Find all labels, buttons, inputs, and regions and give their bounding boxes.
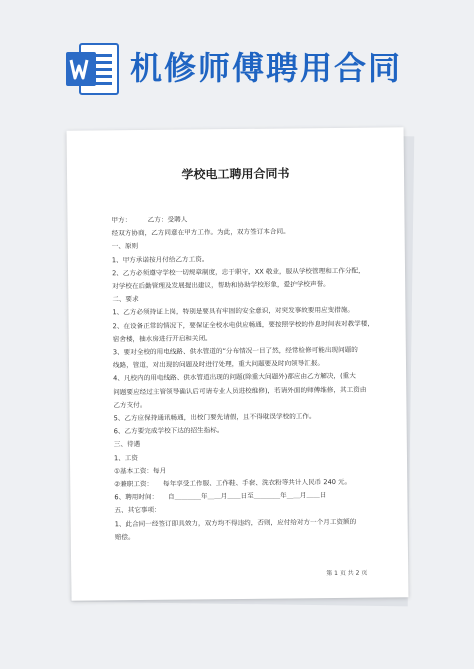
header-title: 机修师傅聘用合同 <box>130 49 403 87</box>
body-line: 经双方协商，乙方同意在甲方工作。为此，双方签订本合同。 <box>111 227 290 238</box>
body-line: 乙方支付。 <box>113 400 147 410</box>
section-heading: 三、待遇 <box>113 440 141 449</box>
body-line: 1、甲方承诺按月付给乙方工资。 <box>111 254 209 264</box>
document-title: 学校电工聘用合同书 <box>181 166 290 182</box>
body-line: 4、凡校内的用电线路、供水管道出现的问题(除重大问题外)都应由乙方解决，(重大 <box>113 372 356 383</box>
footer-strip <box>0 612 474 669</box>
section-heading: 一、原则 <box>111 242 139 251</box>
body-line: 线路，管道，对出现的问题及时进行处理，重大问题要及时向领导汇报。 <box>112 359 325 370</box>
body-line: 宿舍楼，抽水房进行开启和关闭。 <box>112 334 212 344</box>
body-line: 1、工资 <box>113 453 139 462</box>
body-line: 6、聘用时间： 自＿＿＿＿年＿＿月＿＿日至＿＿＿＿年＿＿月＿＿日 <box>114 491 327 502</box>
header-banner <box>0 0 474 120</box>
body-line: 3、要对全校的用电线路、供水管道的“分布情况一目了然，经常检修可能出现问题的 <box>112 345 358 357</box>
body-line: ②兼职工资： 每年享受工作服、工作鞋、手套、洗衣粉等共计人民币 240 元。 <box>114 477 352 489</box>
word-document-icon <box>64 40 122 98</box>
section-heading: 二、要求 <box>112 295 139 304</box>
body-line: 6、乙方要完成学校下达的招生指标。 <box>113 426 224 436</box>
body-line: ①基本工资：每月 <box>114 466 167 476</box>
document-body <box>111 212 376 545</box>
body-line: 2、乙方必须遵守学校一切规章制度，忠于职守，XX 敬业，服从学校管理和工作分配， <box>111 266 365 278</box>
section-heading: 五、其它事项： <box>114 506 161 515</box>
body-line: 5、乙方应保持通讯畅通，出校门要先请假，且不得耽误学校的工作。 <box>113 412 316 423</box>
body-line: 问题要应经过主管领导确认后可请专业人员进校维修)，若请外面的师傅维修，其工资由 <box>113 385 367 396</box>
body-line: 甲方： 乙方：受聘人 <box>111 215 188 225</box>
body-line: 2、在设备正常的情况下，要保证全校水电供应畅通，要按照学校的作息时间表对教学楼， <box>112 319 374 330</box>
page-number: 第 1 页 共 2 页 <box>326 569 368 578</box>
body-line: 赔偿。 <box>114 532 135 542</box>
body-line: 1、此合同一经签订即具效力，双方均不得违约，否则，应付给对方一个月工资额的 <box>114 517 357 528</box>
body-line: 对学校在后勤管理及发展提出建议，帮助和协助学校形象，爱护学校声誉。 <box>112 280 330 291</box>
body-line: 1、乙方必须持证上岗，特别是要具有牢固的安全意识，对突发事故要用应变措施。 <box>112 306 355 317</box>
document-page <box>67 127 409 601</box>
